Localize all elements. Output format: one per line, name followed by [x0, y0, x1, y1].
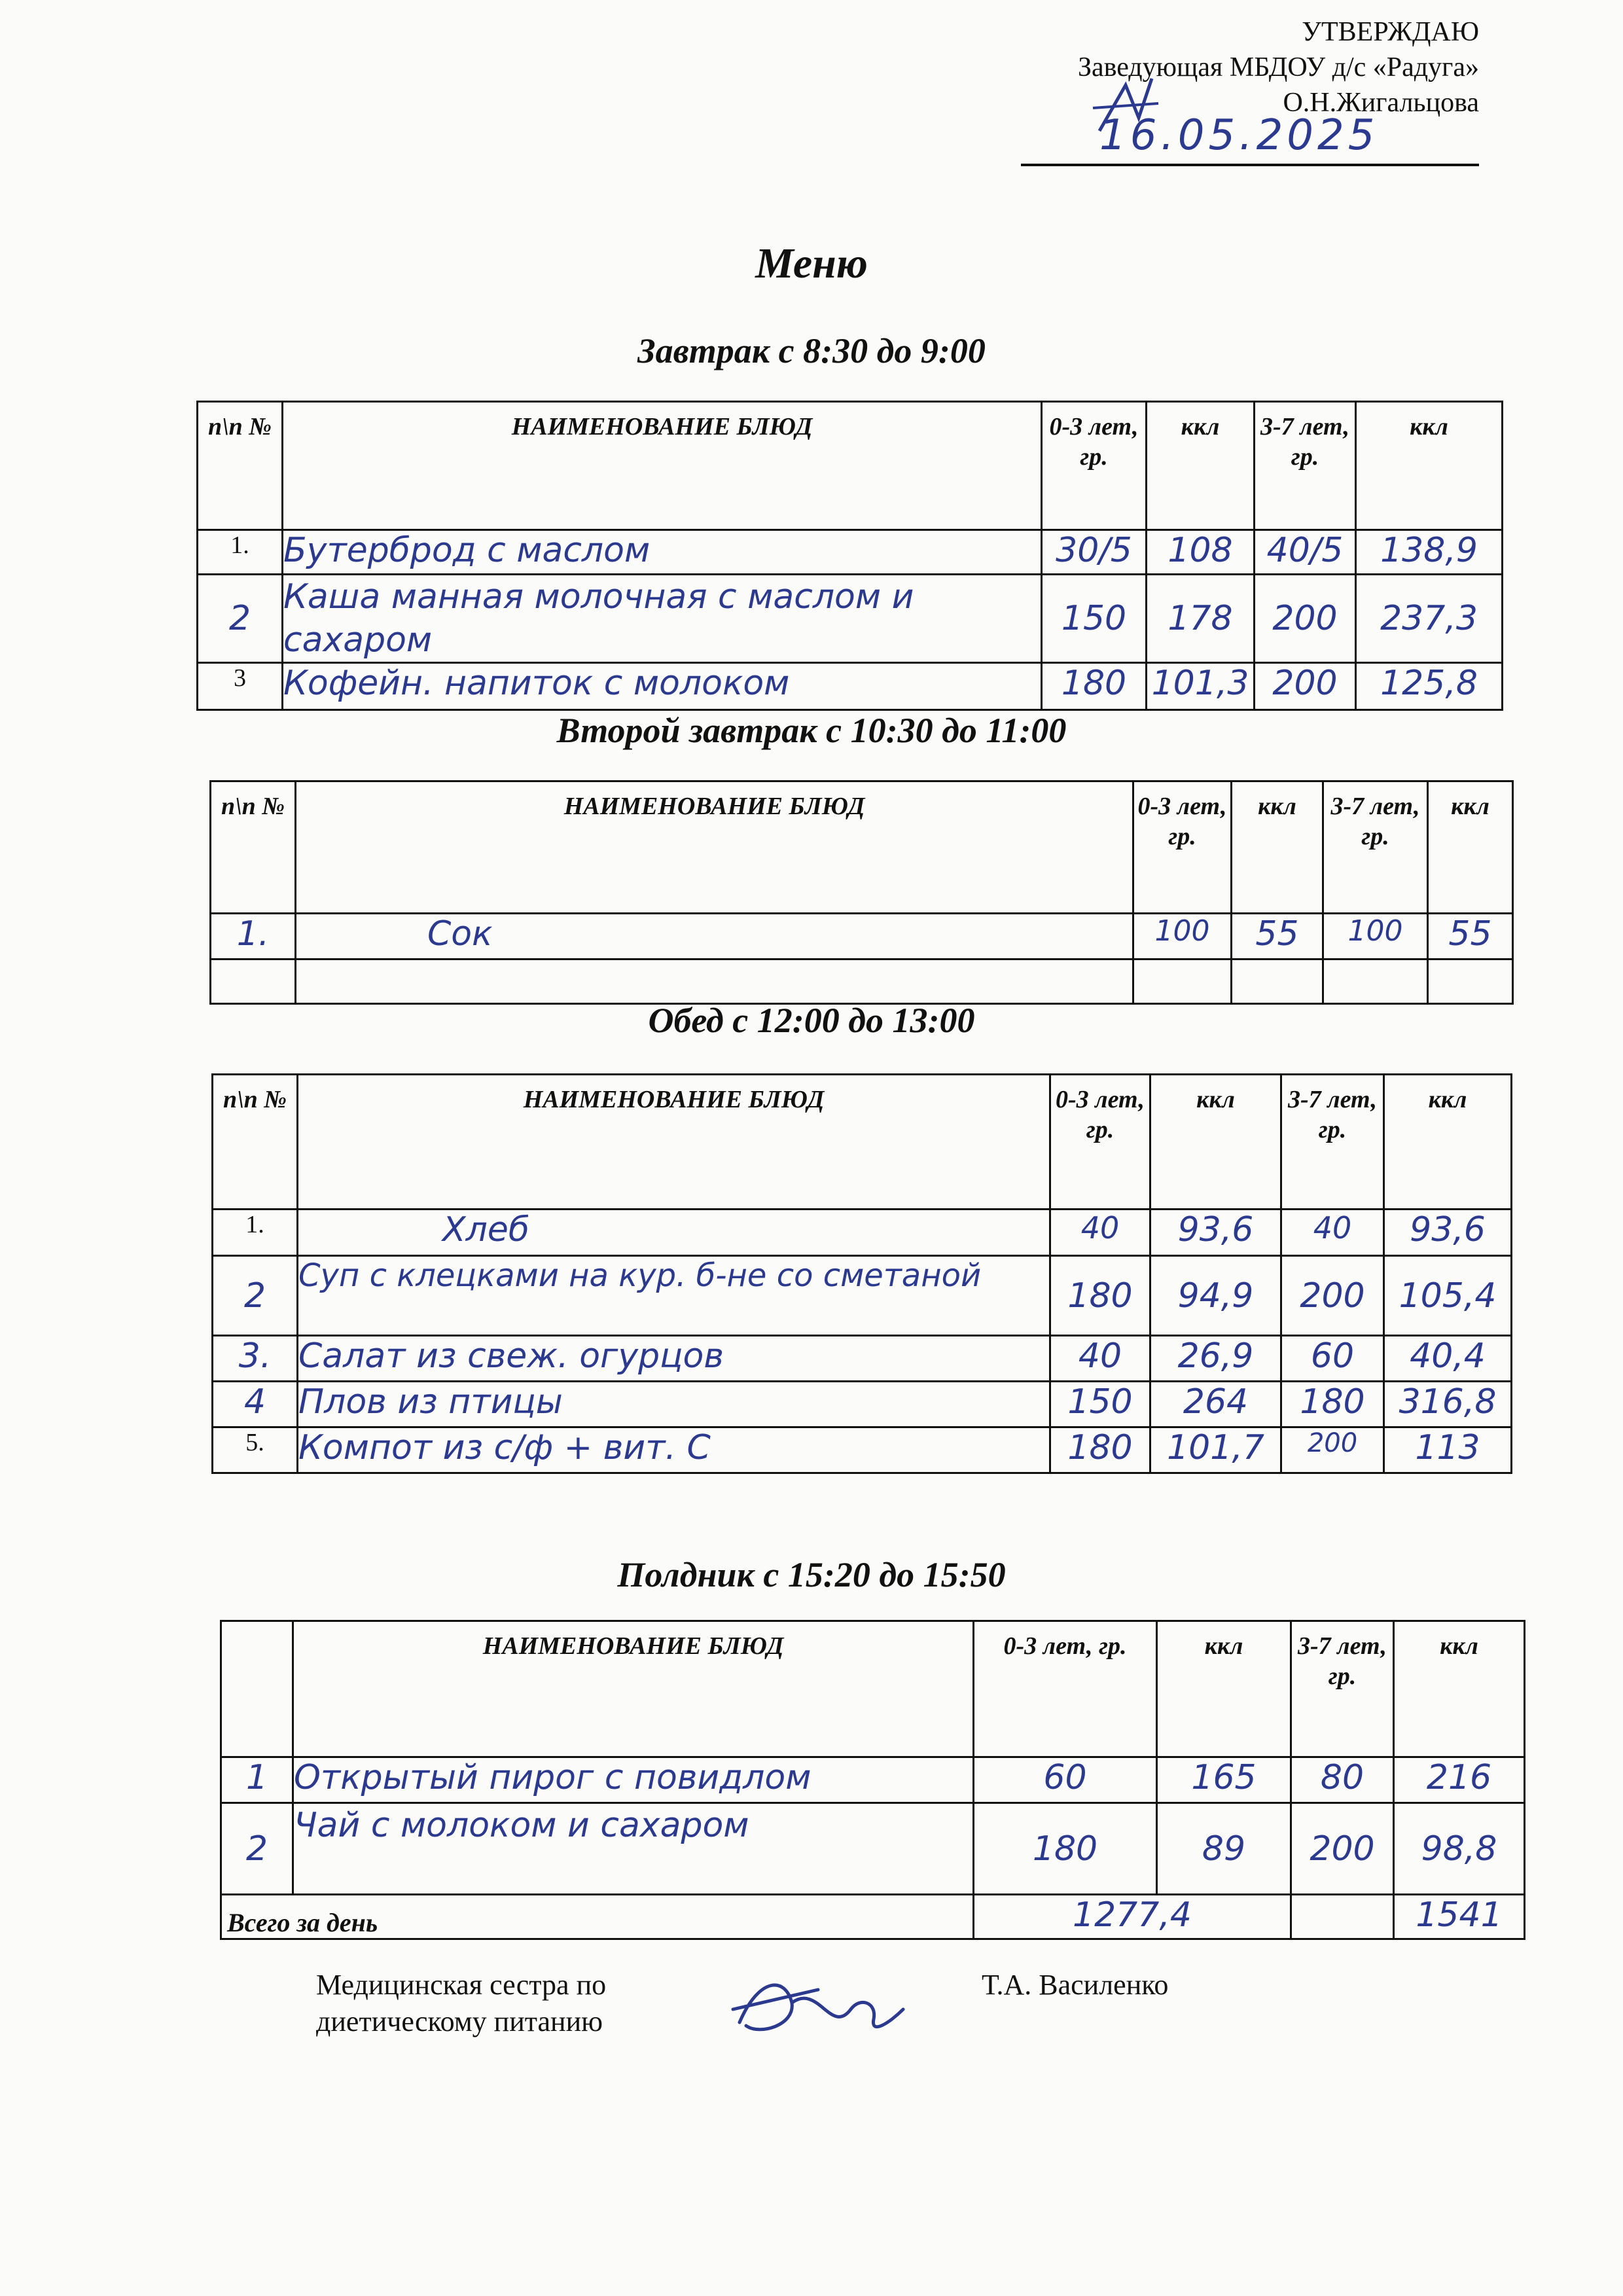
dish-name: Салат из свеж. огурцов [298, 1336, 1050, 1382]
table-row [213, 1256, 1512, 1336]
grams-0-3: 60 [974, 1757, 1157, 1803]
grams-3-7: 40 [1281, 1210, 1384, 1256]
row-number: 2 [213, 1256, 298, 1336]
header-num: n\n № [198, 402, 283, 530]
snack-table [220, 1620, 1525, 1940]
header-age2: 3-7 лет, гр. [1291, 1621, 1394, 1757]
dish-name: Каша манная молочная с маслом и сахаром [283, 575, 1042, 663]
header-num: n\n № [211, 781, 296, 914]
grams-0-3: 40 [1050, 1210, 1150, 1256]
kcal-3-7: 55 [1428, 914, 1513, 960]
table-row [213, 1427, 1512, 1473]
header-name: НАИМЕНОВАНИЕ БЛЮД [293, 1621, 974, 1757]
dish-name: Кофейн. напиток с молоком [283, 663, 1042, 710]
header-name: НАИМЕНОВАНИЕ БЛЮД [298, 1075, 1050, 1210]
row-number: 4 [213, 1382, 298, 1427]
kcal-3-7: 138,9 [1356, 530, 1503, 575]
header-kcal2: ккл [1356, 402, 1503, 530]
table-row [213, 1336, 1512, 1382]
dish-name: Бутерброд с маслом [283, 530, 1042, 575]
signature-name: Т.А. Василенко [982, 1969, 1169, 2001]
approval-name: О.Н.Жигальцова [1283, 88, 1479, 118]
kcal-0-3: 101,3 [1147, 663, 1255, 710]
header-kcal1: ккл [1157, 1621, 1291, 1757]
kcal-3-7: 113 [1384, 1427, 1512, 1473]
table-row [213, 1382, 1512, 1427]
grams-3-7: 200 [1255, 663, 1356, 710]
kcal-3-7: 93,6 [1384, 1210, 1512, 1256]
second-breakfast-table [209, 780, 1514, 1005]
signature-role-line2: диетическому питанию [316, 2005, 603, 2037]
table-row [211, 960, 1513, 1004]
kcal-0-3: 178 [1147, 575, 1255, 663]
row-number: 1. [213, 1210, 298, 1256]
grams-0-3: 150 [1050, 1382, 1150, 1427]
kcal-3-7: 125,8 [1356, 663, 1503, 710]
total-kcal-0-3: 1277,4 [974, 1895, 1291, 1939]
kcal-0-3: 108 [1147, 530, 1255, 575]
approval-heading: УТВЕРЖДАЮ [1302, 17, 1479, 47]
grams-3-7: 100 [1323, 914, 1428, 960]
signature-role [316, 1967, 606, 2040]
kcal-0-3: 101,7 [1150, 1427, 1281, 1473]
grams-0-3: 150 [1042, 575, 1147, 663]
kcal-3-7: 40,4 [1384, 1336, 1512, 1382]
lunch-title: Обед с 12:00 до 13:00 [648, 1001, 975, 1040]
header-age1: 0-3 лет, гр. [1133, 781, 1232, 914]
header-age2: 3-7 лет, гр. [1323, 781, 1428, 914]
total-row [221, 1895, 1525, 1939]
grams-0-3: 100 [1133, 914, 1232, 960]
kcal-0-3: 26,9 [1150, 1336, 1281, 1382]
header-kcal1: ккл [1147, 402, 1255, 530]
kcal-3-7: 216 [1394, 1757, 1525, 1803]
approval-date: 16.05.2025 [1099, 111, 1379, 160]
kcal-3-7: 237,3 [1356, 575, 1503, 663]
header-kcal2: ккл [1428, 781, 1513, 914]
row-number: 5. [213, 1427, 298, 1473]
header-age2: 3-7 лет, гр. [1281, 1075, 1384, 1210]
grams-3-7: 80 [1291, 1757, 1394, 1803]
table-row [221, 1803, 1525, 1895]
header-kcal2: ккл [1394, 1621, 1525, 1757]
grams-0-3: 30/5 [1042, 530, 1147, 575]
dish-name: Компот из с/ф + вит. С [298, 1427, 1050, 1473]
approval-signature-mark [1086, 72, 1165, 144]
header-name: НАИМЕНОВАНИЕ БЛЮД [283, 402, 1042, 530]
grams-3-7: 40/5 [1255, 530, 1356, 575]
dish-name: Суп с клецками на кур. б-не со сметаной [298, 1256, 1050, 1336]
row-number: 1. [211, 914, 296, 960]
total-label: Всего за день [221, 1895, 974, 1939]
dish-name: Хлеб [298, 1210, 1050, 1256]
second-breakfast-title: Второй завтрак с 10:30 до 11:00 [556, 711, 1067, 750]
snack-title: Полдник с 15:20 до 15:50 [617, 1555, 1006, 1594]
kcal-3-7: 98,8 [1394, 1803, 1525, 1895]
table-row [198, 530, 1503, 575]
grams-3-7: 60 [1281, 1336, 1384, 1382]
page-title: Меню [755, 240, 868, 287]
grams-3-7: 180 [1281, 1382, 1384, 1427]
table-row [198, 575, 1503, 663]
kcal-0-3: 94,9 [1150, 1256, 1281, 1336]
lunch-table [211, 1073, 1512, 1474]
signature-role-line1: Медицинская сестра по [316, 1969, 607, 2001]
kcal-0-3: 165 [1157, 1757, 1291, 1803]
header-num: n\n № [213, 1075, 298, 1210]
kcal-0-3: 93,6 [1150, 1210, 1281, 1256]
grams-3-7: 200 [1291, 1803, 1394, 1895]
header-age2: 3-7 лет, гр. [1255, 402, 1356, 530]
header-kcal1: ккл [1232, 781, 1323, 914]
header-age1: 0-3 лет, гр. [1042, 402, 1147, 530]
dish-name: Открытый пирог с повидлом [293, 1757, 974, 1803]
header-age1: 0-3 лет, гр. [1050, 1075, 1150, 1210]
header-name: НАИМЕНОВАНИЕ БЛЮД [296, 781, 1133, 914]
approval-position: Заведующая МБДОУ д/с «Радуга» [1077, 52, 1479, 82]
table-row [213, 1210, 1512, 1256]
header-kcal1: ккл [1150, 1075, 1281, 1210]
row-number: 2 [221, 1803, 293, 1895]
grams-0-3: 180 [1042, 663, 1147, 710]
grams-0-3: 180 [1050, 1427, 1150, 1473]
handwritten-signature [720, 1964, 929, 2055]
table-row [211, 914, 1513, 960]
row-number: 3. [213, 1336, 298, 1382]
kcal-3-7: 105,4 [1384, 1256, 1512, 1336]
kcal-0-3: 55 [1232, 914, 1323, 960]
row-number: 1 [221, 1757, 293, 1803]
header-kcal2: ккл [1384, 1075, 1512, 1210]
dish-name: Плов из птицы [298, 1382, 1050, 1427]
table-row [198, 663, 1503, 710]
kcal-0-3: 89 [1157, 1803, 1291, 1895]
breakfast-table [196, 401, 1503, 711]
grams-0-3: 180 [974, 1803, 1157, 1895]
grams-3-7: 200 [1281, 1427, 1384, 1473]
dish-name: Сок [296, 914, 1133, 960]
grams-3-7: 200 [1281, 1256, 1384, 1336]
dish-name: Чай с молоком и сахаром [293, 1803, 974, 1895]
grams-0-3: 180 [1050, 1256, 1150, 1336]
total-kcal-3-7: 1541 [1394, 1895, 1525, 1939]
table-row [221, 1757, 1525, 1803]
grams-3-7: 200 [1255, 575, 1356, 663]
kcal-0-3: 264 [1150, 1382, 1281, 1427]
row-number: 2 [198, 575, 283, 663]
kcal-3-7: 316,8 [1384, 1382, 1512, 1427]
breakfast-title: Завтрак с 8:30 до 9:00 [637, 331, 986, 370]
row-number: 3 [198, 663, 283, 710]
grams-0-3: 40 [1050, 1336, 1150, 1382]
header-age1: 0-3 лет, гр. [974, 1621, 1157, 1757]
row-number: 1. [198, 530, 283, 575]
